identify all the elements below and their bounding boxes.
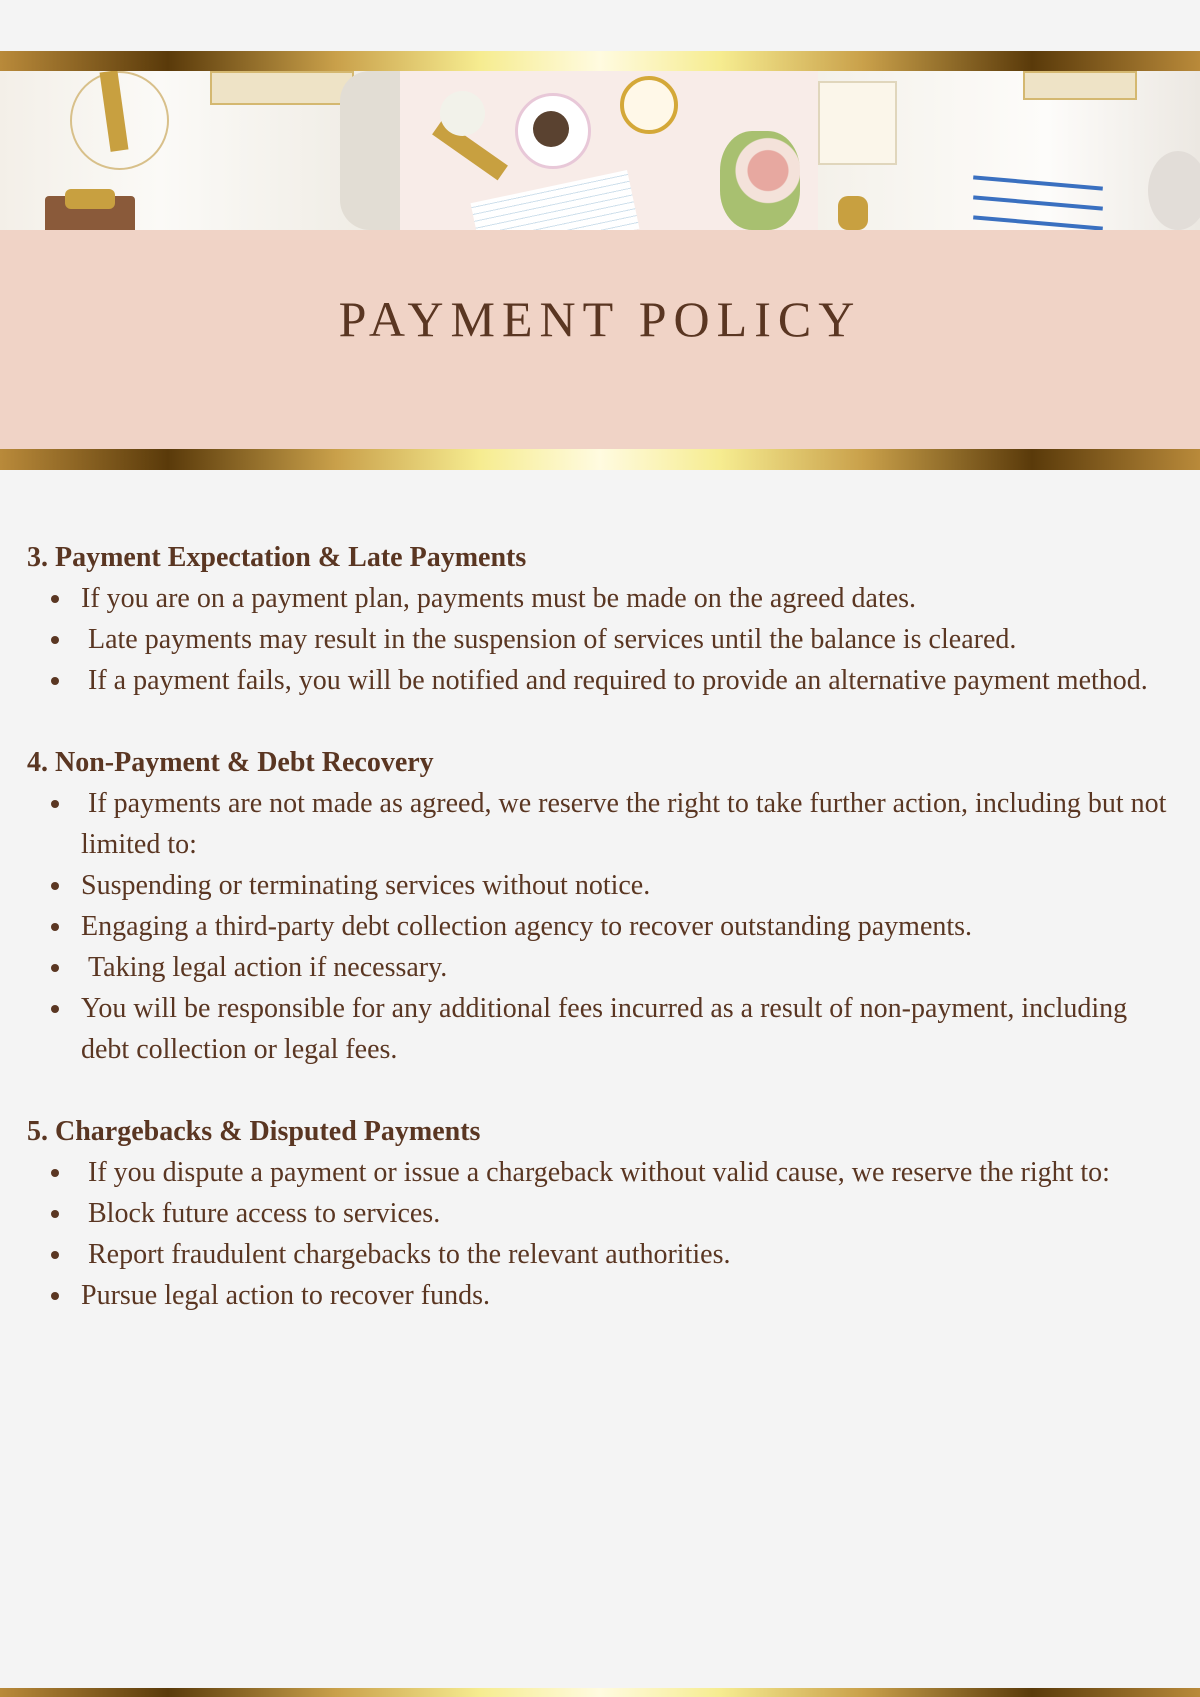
list-item bbox=[81, 1193, 1167, 1234]
bullet-icon bbox=[51, 636, 59, 644]
list-item bbox=[81, 660, 1167, 701]
bullet-icon bbox=[51, 1292, 59, 1300]
bullet-icon bbox=[51, 677, 59, 685]
list-item-text: If you are on a payment plan, payments must be made on the agreed dates. bbox=[81, 583, 917, 614]
desk-photo-coffee-flowers bbox=[400, 71, 818, 230]
section-heading: 4. Non-Payment & Debt Recovery bbox=[27, 747, 434, 778]
bullet-icon bbox=[51, 923, 59, 931]
list-item-text: If you dispute a payment or issue a chargeback without valid cause, we reserve the right to: bbox=[81, 1157, 1110, 1188]
bullet-icon bbox=[51, 595, 59, 603]
list-item bbox=[81, 619, 1167, 660]
list-item bbox=[81, 1275, 1167, 1316]
bullet-list bbox=[27, 578, 1167, 701]
middle-gold-border bbox=[0, 449, 1200, 470]
desk-photo-stationery bbox=[818, 71, 1200, 230]
list-item-text: If payments are not made as agreed, we reserve the right to take further action, including but not limited to: bbox=[81, 788, 1174, 860]
desk-photo-gold-accessories bbox=[0, 71, 400, 230]
list-item-text: Late payments may result in the suspension of services until the balance is cleared. bbox=[81, 624, 1017, 655]
list-item bbox=[81, 906, 1167, 947]
list-item bbox=[81, 1234, 1167, 1275]
list-item-text: Engaging a third-party debt collection agency to recover outstanding payments. bbox=[81, 911, 973, 942]
top-gold-border bbox=[0, 51, 1200, 71]
list-item-text: Taking legal action if necessary. bbox=[81, 952, 448, 983]
bullet-icon bbox=[51, 882, 59, 890]
bullet-icon bbox=[51, 1251, 59, 1259]
list-item bbox=[81, 947, 1167, 988]
bullet-icon bbox=[51, 800, 59, 808]
list-item bbox=[81, 865, 1167, 906]
bullet-list bbox=[27, 1152, 1167, 1316]
section-heading: 3. Payment Expectation & Late Payments bbox=[27, 542, 527, 573]
list-item-text: Block future access to services. bbox=[81, 1198, 441, 1229]
section-heading: 5. Chargebacks & Disputed Payments bbox=[27, 1116, 481, 1147]
bullet-icon bbox=[51, 1005, 59, 1013]
bottom-gold-border bbox=[0, 1688, 1200, 1697]
list-item-text: If a payment fails, you will be notified and required to provide an alternative payment method. bbox=[81, 665, 1148, 696]
list-item-text: Suspending or terminating services without notice. bbox=[81, 870, 651, 901]
bullet-icon bbox=[51, 1169, 59, 1177]
list-item bbox=[81, 1152, 1167, 1193]
bullet-icon bbox=[51, 1210, 59, 1218]
bullet-list bbox=[27, 783, 1174, 1070]
list-item bbox=[81, 783, 1174, 865]
list-item-text: You will be responsible for any additional fees incurred as a result of non-payment, including debt collection or legal fees. bbox=[81, 993, 1135, 1065]
list-item bbox=[81, 578, 1167, 619]
bullet-icon bbox=[51, 964, 59, 972]
section-debt-recovery bbox=[27, 742, 1174, 1070]
list-item-text: Report fraudulent chargebacks to the relevant authorities. bbox=[81, 1239, 731, 1270]
policy-content bbox=[27, 537, 1174, 1357]
header-photo-strip bbox=[0, 71, 1200, 230]
page-title: PAYMENT POLICY bbox=[338, 291, 862, 347]
section-late-payments bbox=[27, 537, 1167, 701]
list-item-text: Pursue legal action to recover funds. bbox=[81, 1280, 490, 1311]
section-chargebacks bbox=[27, 1111, 1167, 1316]
list-item bbox=[81, 988, 1167, 1070]
